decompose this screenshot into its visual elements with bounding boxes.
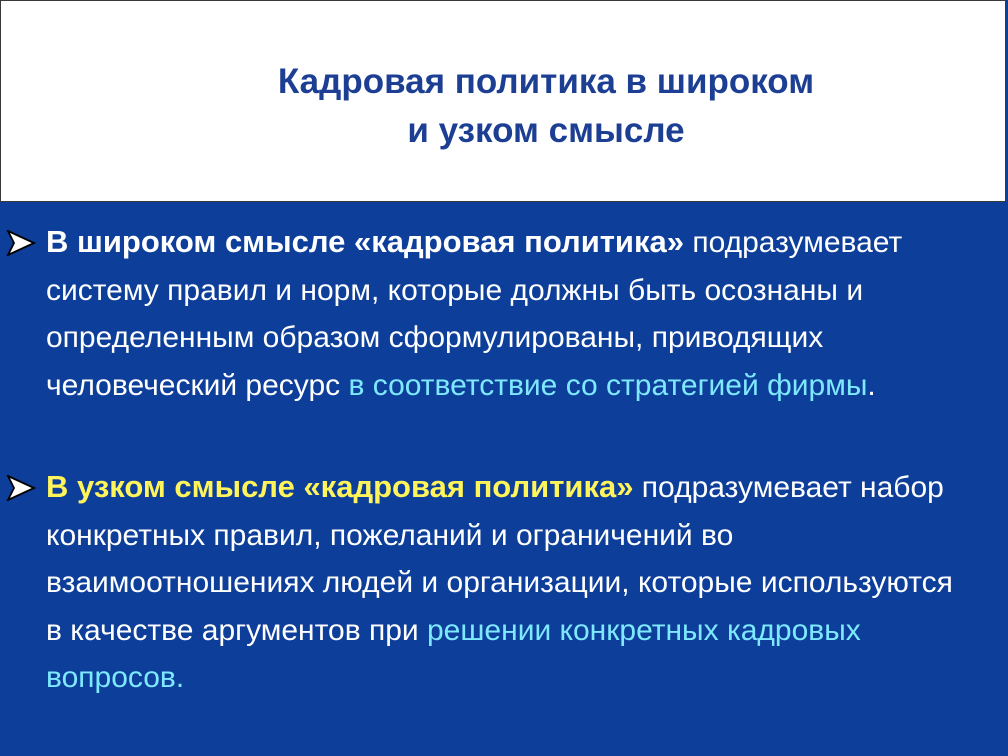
- bullet-body-broad: подразумевает систему правил и норм, которые должны быть осознаны и определенным образом сформулированы, приводящих человеческий ресурс: [46, 226, 903, 402]
- bullet-item-broad: [0, 218, 990, 409]
- bullet-text-narrow: [46, 463, 966, 702]
- title-line-1: Кадровая политика в широком: [277, 62, 815, 101]
- title-area: [0, 0, 1006, 202]
- bullet-lead-broad: В широком смысле «кадровая политика»: [46, 224, 684, 259]
- bullet-highlight-narrow: решении конкретных кадровых вопросов.: [46, 613, 861, 694]
- title-line-2: и узком смысле: [407, 111, 685, 150]
- bullet-text-broad: [46, 218, 966, 409]
- arrowhead-bullet-icon: [6, 230, 36, 256]
- content-area: [0, 205, 1008, 756]
- slide-title: [151, 57, 941, 155]
- bullet-ending-broad: .: [867, 368, 876, 402]
- bullet-highlight-broad: в соответствие со стратегией фирмы: [348, 368, 868, 402]
- bullet-lead-narrow: В узком смысле «кадровая политика»: [46, 469, 634, 504]
- bullet-body-narrow: подразумевает набор конкретных правил, пожеланий и ограничений во взаимоотношениях людей и организации, которые используются в качестве аргументов при: [46, 471, 953, 647]
- bullet-item-narrow: [0, 463, 990, 702]
- arrowhead-bullet-icon: [6, 475, 36, 501]
